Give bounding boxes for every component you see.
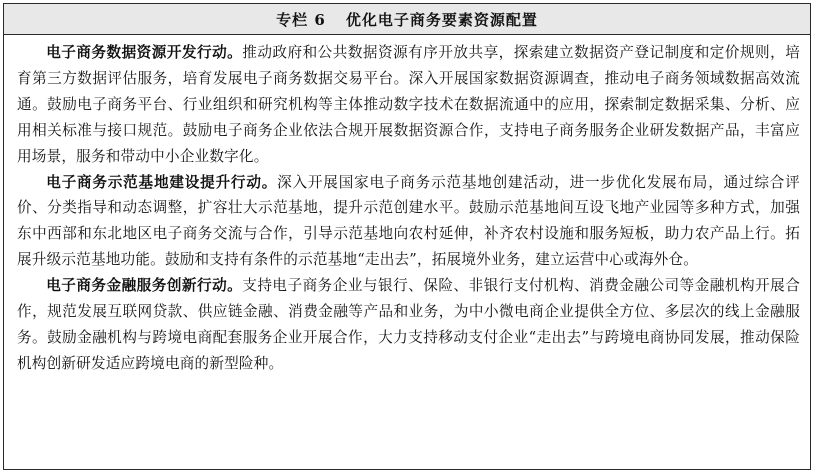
section-lead: 电子商务金融服务创新行动。 (46, 277, 243, 295)
column-box (3, 3, 811, 470)
section-text: 支持电子商务企业与银行、保险、非银行支付机构、消费金融公司等金融机构开展合作，规范发展互联网贷款、供应链金融、消费金融等产品和业务，为中小微电商企业提供全方位、多层次的线上金融服务。鼓励金融机构与跨境电商配套服务企业开展合作，大力支持移动支付企业“走出去”与跨境电商协同发展，推动保险机构创新研发适应跨境电商的新型险种。 (17, 277, 801, 372)
section-demo-bases (17, 170, 800, 274)
section-lead: 电子商务数据资源开发行动。 (46, 44, 243, 61)
column-title: 优化电子商务要素资源配置 (345, 10, 538, 29)
section-lead: 电子商务示范基地建设提升行动。 (46, 173, 278, 191)
column-label: 专栏 6 (276, 10, 326, 29)
column-header (4, 4, 810, 35)
section-text: 深入开展国家电子商务示范基地创建活动，进一步优化发展布局，通过综合评价、分类指导和动态调整，扩容壮大示范基地，提升示范创建水平。鼓励示范基地间互设飞地产业园等多种方式，加强东中西部和东北地区电子商务交流与合作，引导示范基地向农村延伸，补齐农村设施和服务短板，助力农产品上行。拓展升级示范基地功能。鼓励和支持有条件的示范基地“走出去”，拓展境外业务，建立运营中心或海外仓。 (17, 173, 800, 269)
section-financial-services (17, 273, 800, 377)
column-body (4, 35, 810, 377)
section-data-resources (17, 40, 800, 170)
section-text: 推动政府和公共数据资源有序开放共享，探索建立数据资产登记制度和定价规则，培育第三方数据评估服务，培育发展电子商务数据交易平台。深入开展国家数据资源调查，推动电子商务领域数据高效流通。鼓励电子商务平台、行业组织和研究机构等主体推动数字技术在数据流通中的应用，探索制定数据采集、分析、应用相关标准与接口规范。鼓励电子商务企业依法合规开展数据资源合作，支持电子商务服务企业研发数据产品，丰富应用场景，服务和带动中小企业数字化。 (17, 44, 801, 165)
